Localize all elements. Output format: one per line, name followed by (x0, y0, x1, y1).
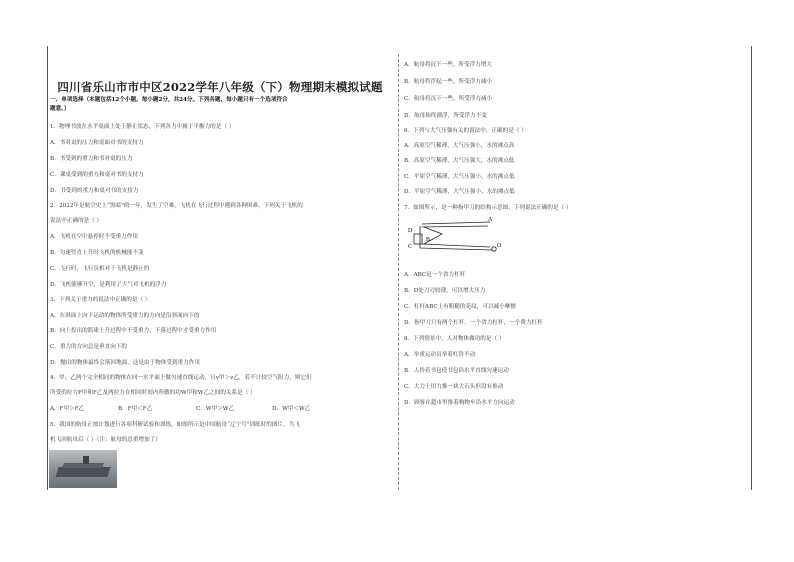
carrier-tower (83, 456, 89, 464)
label-c: C (408, 244, 413, 250)
q3-option-b: B．向上投出的篮球上升过程中不受重力，下落过程中才受重力作用 (50, 328, 217, 334)
q5-stem-line1: 5．我国的航母正按计划进行各项科研试验和训练，如图所示是中国航母“辽宁号”训练时的图片，当飞 (50, 422, 300, 428)
q1-option-d: D．书受到的重力和桌对书的支持力 (50, 188, 139, 194)
q4-option-b: B．F甲＜F乙 (118, 406, 153, 412)
lever-upper-arm (422, 222, 490, 227)
label-d: D (408, 228, 413, 234)
q7-option-b: B．D处刀刃较薄，可以增大压力 (404, 288, 486, 294)
q4-option-c: C．W甲＞W乙 (196, 406, 235, 412)
q2-option-d: D．飞机能够升空，是利用了大气对飞机的浮力 (50, 282, 167, 288)
q2-option-a: A．飞机在空中悬停时不受重力作用 (50, 234, 138, 240)
q8-option-c: C．大力士用力推一块大石头但没有推动 (404, 384, 504, 390)
q4-stem-line1: 4．甲、乙两个完全相同的物体在同一水平面上做匀速直线运动，且v甲＞v乙，若不计较空气阻力，则它们 (50, 375, 312, 381)
q2-stem-line1: 2．2022年是航空史上“黑暗”的一年，发生了空难，飞机在飞行过程中遇到各种困难，下列关于飞机的 (50, 203, 303, 209)
q1-option-c: C．课桌受到的重力和桌对书的支持力 (50, 172, 144, 178)
q8-option-a: A．举重运动员举着杠铃不动 (404, 352, 476, 358)
section-heading-line2: 题意。） (50, 106, 70, 112)
label-o: O (497, 243, 502, 249)
q6-option-a: A．高原空气稀薄，大气压强小，水的沸点高 (404, 143, 515, 149)
q2-option-b: B．匀速竖直上升时飞机的机械能不变 (50, 250, 144, 256)
carrier-hull (55, 467, 110, 477)
q5-stem-line2: 机飞回航母后（ ）（注：航母的总重增加了） (50, 437, 161, 443)
q7-option-d: D．指甲刀只有两个杠杆，一个省力杠杆，一个费力杠杆 (404, 320, 543, 326)
q5-option-a: A．航母将沉下一些，所受浮力增大 (404, 62, 492, 68)
q4-stem-line2: 所受的拉力F甲和F乙及两拉力在相同时间内所做的功W甲和W乙之间的关系是（ ） (50, 390, 256, 396)
q7-option-a: A．ABC是一个省力杠杆 (404, 272, 466, 278)
q1-stem: 1．物理书放在水平桌面上处于静止状态，下列各力中属于平衡力的是（ ） (50, 124, 235, 130)
label-a: A (488, 217, 493, 223)
q3-option-c: C．重力的方向总是垂直向下的 (50, 344, 127, 350)
column-divider (398, 54, 399, 490)
label-b: B (426, 237, 431, 243)
blade-d (414, 234, 422, 244)
q3-option-d: D．抛出的物体最终会落回地面，这是由于物体受到重力作用 (50, 360, 200, 366)
q3-option-a: A．在斜面上向下运动的物体所受重力的方向是沿斜面向下的 (50, 313, 200, 319)
q7-option-c: C．杠杆ABC上有粗糙的花纹，可以减小摩擦 (404, 304, 516, 310)
q5-option-b: B．航母将浮起一些，所受浮力减小 (404, 79, 493, 85)
q1-option-a: A．书对桌的压力和桌面对书的支持力 (50, 140, 144, 146)
q6-option-c: C．平原空气稀薄，大气压强小，水的沸点低 (404, 174, 515, 180)
q6-option-d: D．平原空气稀薄，大气压强小，水的沸点低 (404, 189, 515, 195)
section-heading-line1: 一、单项选择（本题包括12个小题，每小题2分，共24分。下列各题，每小题只有一个选项符合 (50, 97, 288, 103)
q7-stem: 7．如图所示，是一种指甲刀的结构示意图，下列说法正确的是（ ） (404, 205, 572, 211)
aircraft-carrier-photo (49, 450, 117, 488)
q6-option-b: B．高原空气稀薄，大气压强大，水的沸点低 (404, 158, 515, 164)
q2-stem-line2: 说法中正确的是（ ） (50, 218, 103, 224)
q5-option-c: C．航母将沉下一些，所受浮力减小 (404, 96, 493, 102)
nail-clipper-diagram (402, 214, 502, 260)
pivot-o (492, 247, 496, 251)
q2-option-c: C．飞行时，飞行员相对于飞机是静止的 (50, 266, 150, 272)
q8-option-b: B．人拎着书包使书包沿水平直线匀速运动 (404, 368, 509, 374)
q5-option-d: D．航母始终漂浮，所受浮力不变 (404, 113, 487, 119)
q3-stem: 3．下列关于重力的说法中正确的是（ ） (50, 297, 151, 303)
q6-stem: 6．下列与大气压强有关的说法中，正确的是（ ） (404, 128, 527, 134)
q4-option-d: D．W甲＜W乙 (272, 406, 311, 412)
exam-title: 四川省乐山市市中区2022学年八年级（下）物理期末模拟试题 (57, 80, 383, 94)
q8-stem: 8．下列情景中，人对物体做功的是（ ） (404, 336, 505, 342)
q1-option-b: B．书受到的重力和书对桌的压力 (50, 156, 133, 162)
q4-option-a: A．F甲＞F乙 (50, 406, 85, 412)
q8-option-d: D．顾客在超市里推着购物车沿水平方向运动 (404, 400, 515, 406)
